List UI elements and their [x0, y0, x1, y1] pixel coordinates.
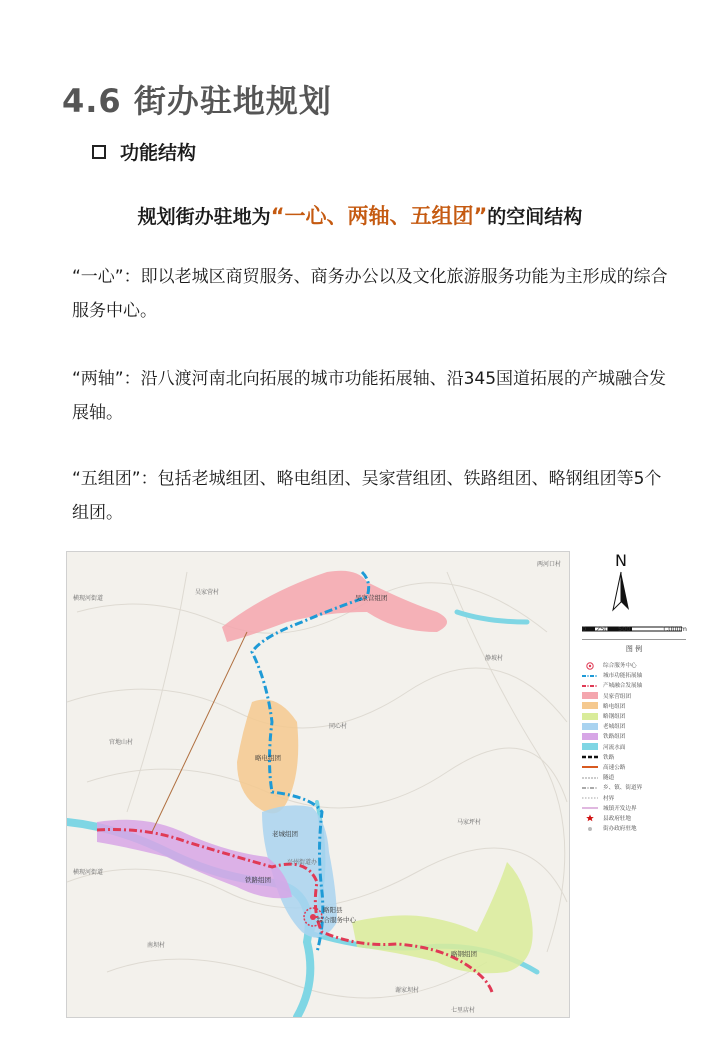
subsection-label: 功能结构 [120, 142, 197, 164]
legend-label: 村界 [603, 795, 615, 802]
center-marker-icon [582, 662, 598, 669]
legend-label: 铁路组团 [603, 734, 626, 741]
legend-title: 图 例 [625, 645, 643, 653]
north-arrow-icon [606, 570, 636, 614]
legend-label: 综合服务中心 [603, 663, 637, 670]
legend-item-luegang [582, 711, 686, 721]
label-wujiaying-village: 吴家营村 [195, 589, 220, 596]
label-nanhe: 南坝村 [147, 942, 166, 949]
legend-item-county-seat [582, 813, 686, 823]
legend-item-luedian [582, 701, 686, 711]
tielu-swatch-icon [582, 733, 598, 740]
label-tongxin: 同心村 [329, 723, 348, 730]
label-center: 综合服务中心 [317, 916, 356, 924]
industry-axis-icon [582, 682, 598, 689]
label-luegang-group: 略钢组团 [451, 950, 477, 958]
legend-item-industry-axis [582, 680, 686, 690]
legend-item-street-seat [582, 823, 686, 833]
legend-item-city-axis [582, 670, 686, 680]
label-hengxian-street: 横现河街道 [73, 595, 104, 602]
luegang-swatch-icon [582, 713, 598, 720]
river-swatch-icon [582, 743, 598, 750]
scale-0: 0 [582, 625, 587, 633]
label-lianghekou: 两河口村 [537, 561, 562, 568]
tunnel-icon [582, 774, 598, 781]
city-axis-icon [582, 672, 598, 679]
dot-icon [582, 825, 598, 832]
map-canvas [67, 552, 569, 1017]
north-arrow [606, 551, 636, 618]
legend-item-laocheng [582, 721, 686, 731]
highway-icon [582, 763, 598, 770]
label-xingzheng: 兴州街道办 [287, 859, 318, 866]
legend-label: 隧道 [603, 775, 615, 782]
legend-label: 城镇开发边界 [603, 805, 637, 812]
label-laocheng-group: 老城组团 [272, 830, 298, 838]
headline-prefix: 规划街办驻地为 [137, 206, 271, 228]
headline-highlight: “一心、两轴、五组团” [270, 204, 488, 228]
legend-item-railway [582, 752, 686, 762]
legend-item-tielu [582, 731, 686, 741]
headline-suffix: 的空间结构 [487, 206, 583, 228]
label-hengxian-street2: 横现河街道 [73, 869, 104, 876]
dev-boundary-icon [582, 804, 598, 811]
scale-1000: 1,000m [662, 625, 687, 633]
legend-item-center [582, 660, 686, 670]
legend-item-river [582, 742, 686, 752]
planning-map [66, 551, 570, 1018]
subsection-heading [92, 138, 196, 165]
legend-item-wujiaying [582, 691, 686, 701]
legend-label: 老城组团 [603, 724, 626, 731]
label-xiajia: 谢家坝村 [395, 987, 420, 994]
legend-label: 乡、镇、街道界 [603, 785, 643, 792]
scale-bar [582, 617, 687, 636]
legend-label: 产城融合发展轴 [603, 683, 643, 690]
legend-label: 铁路 [603, 754, 615, 761]
label-jingpo: 静坡村 [485, 655, 504, 662]
paragraph-axes: “两轴”：沿八渡河南北向拓展的城市功能拓展轴、沿345国道拓展的产城融合发展轴。 [72, 369, 667, 423]
village-boundary-icon [582, 794, 598, 801]
label-lueyang: 略阳县 [323, 906, 343, 914]
label-luedian-group: 略电组团 [255, 754, 281, 762]
legend-label: 河流水面 [603, 744, 626, 751]
structure-headline [0, 200, 720, 230]
town-boundary-icon [582, 784, 598, 791]
railway-icon [582, 753, 598, 760]
legend-box [582, 639, 686, 833]
legend-label: 县政府驻地 [603, 815, 631, 822]
label-wujiaying-group: 吴家营组团 [355, 594, 388, 602]
star-icon [582, 814, 598, 821]
label-guandishan: 官地山村 [109, 739, 134, 746]
legend-item-village-boundary [582, 792, 686, 802]
legend-label: 略钢组团 [603, 714, 626, 721]
section-title: 4.6 街办驻地规划 [62, 82, 332, 120]
north-label: N [615, 551, 627, 570]
luedian-swatch-icon [582, 702, 598, 709]
label-qili: 七里店村 [451, 1007, 476, 1014]
legend-item-tunnel [582, 772, 686, 782]
label-majiaping: 马家坪村 [457, 819, 482, 826]
paragraph-groups: “五组团”：包括老城组团、略电组团、吴家营组团、铁路组团、略钢组团等5个组团。 [72, 469, 662, 523]
legend-item-town-boundary [582, 782, 686, 792]
legend-label: 略电组团 [603, 703, 626, 710]
legend-label: 城市功能拓展轴 [603, 673, 643, 680]
laocheng-swatch-icon [582, 723, 598, 730]
scale-250: 250 [596, 625, 609, 633]
legend-label: 吴家营组团 [603, 693, 631, 700]
label-tielu-group: 铁路组团 [245, 876, 271, 884]
scale-500: 500 [618, 625, 631, 633]
legend-item-dev-boundary [582, 803, 686, 813]
checkbox-icon [92, 145, 106, 159]
paragraph-center: “一心”：即以老城区商贸服务、商务办公以及文化旅游服务功能为主形成的综合服务中心。 [72, 267, 668, 321]
legend-label: 高速公路 [603, 764, 626, 771]
legend-item-highway [582, 762, 686, 772]
wujiaying-swatch-icon [582, 692, 598, 699]
map-legend-panel [578, 551, 688, 971]
legend-label: 街办政府驻地 [603, 826, 637, 833]
